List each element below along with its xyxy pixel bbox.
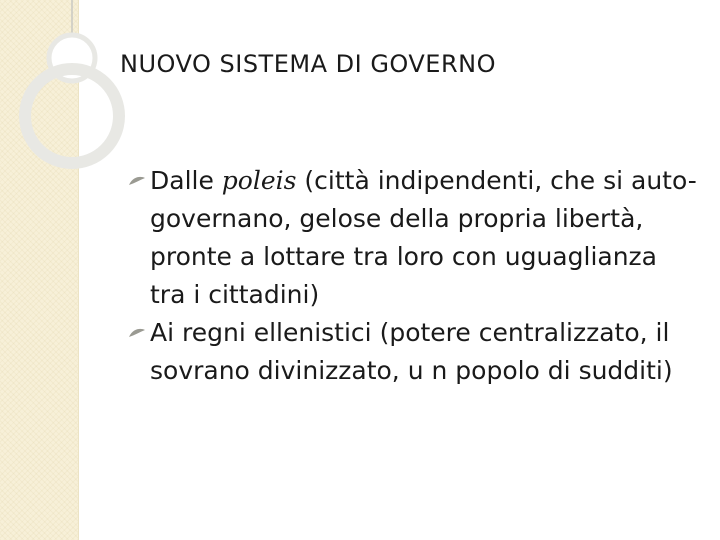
bullet-list (128, 162, 698, 390)
bullet-text: Ai regni ellenistici (potere centralizzato, il sovrano divinizzato, u n popolo di sudditi) (150, 318, 673, 385)
bullet-item-regni (128, 314, 698, 390)
bullet-text: (città indipendenti, che si auto-governano, gelose della propria libertà, pronte a lottare tra loro con uguaglianza tra i cittadini) (150, 166, 697, 309)
slide-title: NUOVO SISTEMA DI GOVERNO (120, 50, 496, 78)
bullet-emphasis-poleis: poleis (221, 166, 297, 195)
leaf-bullet-icon (128, 314, 150, 352)
bullet-item-poleis (128, 162, 698, 314)
decorative-rings (0, 0, 140, 200)
bullet-lead: Dalle (150, 166, 222, 195)
leaf-bullet-icon (128, 162, 150, 200)
